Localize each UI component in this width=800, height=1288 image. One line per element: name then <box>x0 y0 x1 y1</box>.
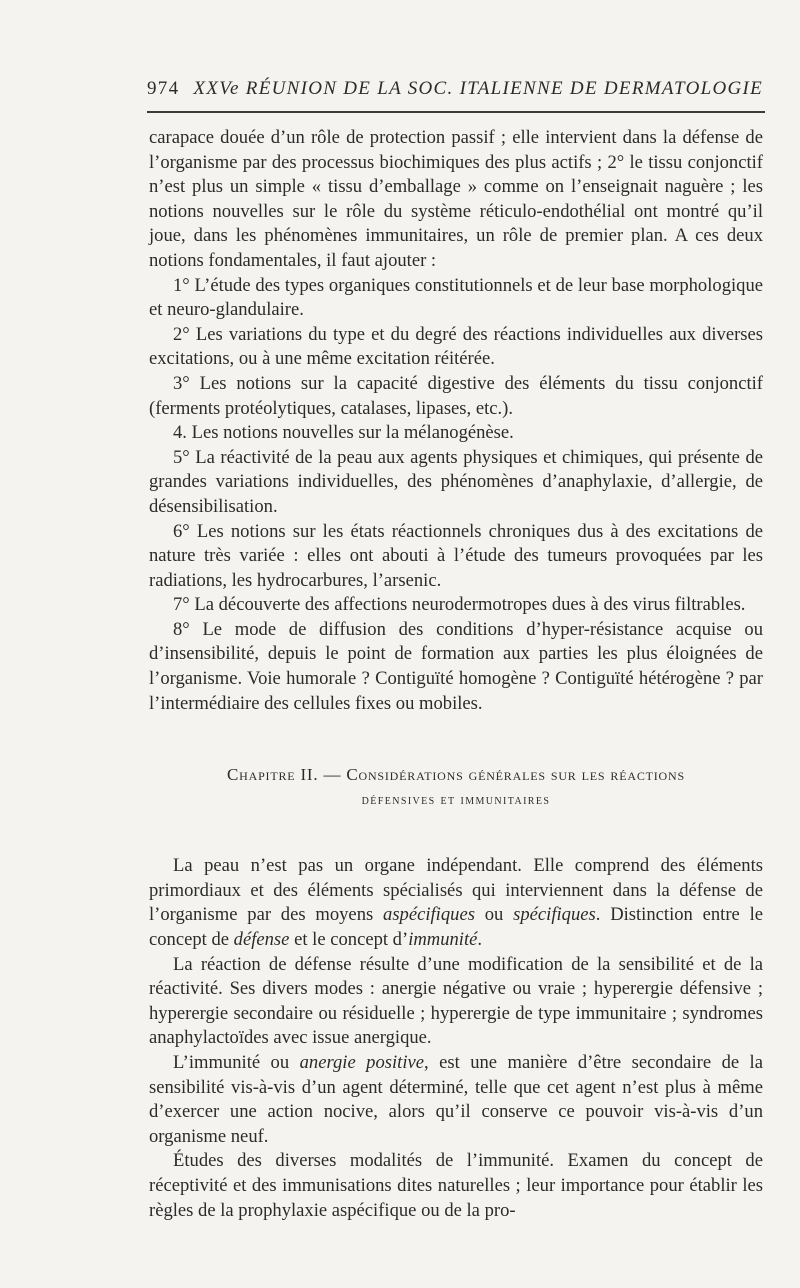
paragraph: La peau n’est pas un organe indépendant. Elle comprend des éléments primordiaux et des éléments spécialisés qui interviennent dans la défense de l’organisme par des moyens aspécifiques ou spécifiques. Distinction entre le concept de défense et le concept d’immunité. <box>149 855 763 951</box>
header-rule <box>147 111 765 113</box>
paragraph: carapace douée d’un rôle de protection passif ; elle intervient dans la défense de l’organisme par des processus biochimiques des plus actifs ; 2° le tissu conjonctif n’est plus un simple « tissu d’emballage » comme on l’enseignait naguère ; les notions nouvelles sur le rôle du système réticulo-endothélial ont montré qu’il joue, dans les phénomènes immunitaires, un rôle de premier plan. A ces deux notions fondamentales, il faut ajouter : <box>149 127 763 271</box>
chapter-body <box>149 854 763 1223</box>
paragraph: 3° Les notions sur la capacité digestive des éléments du tissu conjonctif (ferments protéolytiques, catalases, lipases, etc.). <box>149 372 763 419</box>
paragraph: Études des diverses modalités de l’immunité. Examen du concept de réceptivité et des immunisations dites naturelles ; leur importance pour établir les règles de la prophylaxie aspécifique ou de la pro- <box>149 1150 763 1221</box>
paragraph: 2° Les variations du type et du degré des réactions individuelles aux diverses excitations, ou à une même excitation réitérée. <box>149 323 763 370</box>
paragraph: 4. Les notions nouvelles sur la mélanogénèse. <box>173 422 514 444</box>
chapter-heading-line1: Chapitre II. — Considérations générales sur les réactions <box>227 765 685 785</box>
running-title: XXVe RÉUNION DE LA SOC. ITALIENNE DE DERMATOLOGIE <box>193 78 764 99</box>
paragraph: 6° Les notions sur les états réactionnels chroniques dus à des excitations de nature très variée : elles ont abouti à l’étude des tumeurs provoquées par les radiations, les hydrocarbures, l’arsenic. <box>149 520 763 591</box>
chapter-heading-line2: défensives et immunitaires <box>361 793 551 809</box>
paragraph: 5° La réactivité de la peau aux agents physiques et chimiques, qui présente de grandes variations individuelles, des phénomènes d’anaphylaxie, d’allergie, de désensibilisation. <box>149 446 763 517</box>
page-number: 974 <box>147 78 180 99</box>
paragraph: 8° Le mode de diffusion des conditions d’hyper-résistance acquise ou d’insensibilité, depuis le point de formation aux parties les plus éloignées de l’organisme. Voie humorale ? Contiguïté homogène ? Contiguïté hétérogène ? par l’intermédiaire des cellules fixes ou mobiles. <box>149 618 763 714</box>
chapter-heading <box>149 762 763 814</box>
body-text <box>149 126 763 1223</box>
paragraph: La réaction de défense résulte d’une modification de la sensibilité et de la réactivité. Ses divers modes : anergie négative ou vraie ; hyperergie défensive ; hyperergie secondaire ou résiduelle ; hyperergie de type immunitaire ; syndromes anaphylactoïdes avec issue anergique. <box>149 953 763 1049</box>
paragraph: L’immunité ou anergie positive, est une manière d’être secondaire de la sensibilité vis-à-vis d’un agent déterminé, telle que cet agent n’est plus à même d’exercer une action nocive, alors qu’il conserve ce pouvoir vis-à-vis d’un organisme neuf. <box>149 1052 763 1147</box>
paragraph: 1° L’étude des types organiques constitutionnels et de leur base morphologique et neuro-glandulaire. <box>149 274 763 321</box>
paragraph: 7° La découverte des affections neurodermotropes dues à des virus filtrables. <box>173 594 746 616</box>
running-head <box>147 78 762 100</box>
